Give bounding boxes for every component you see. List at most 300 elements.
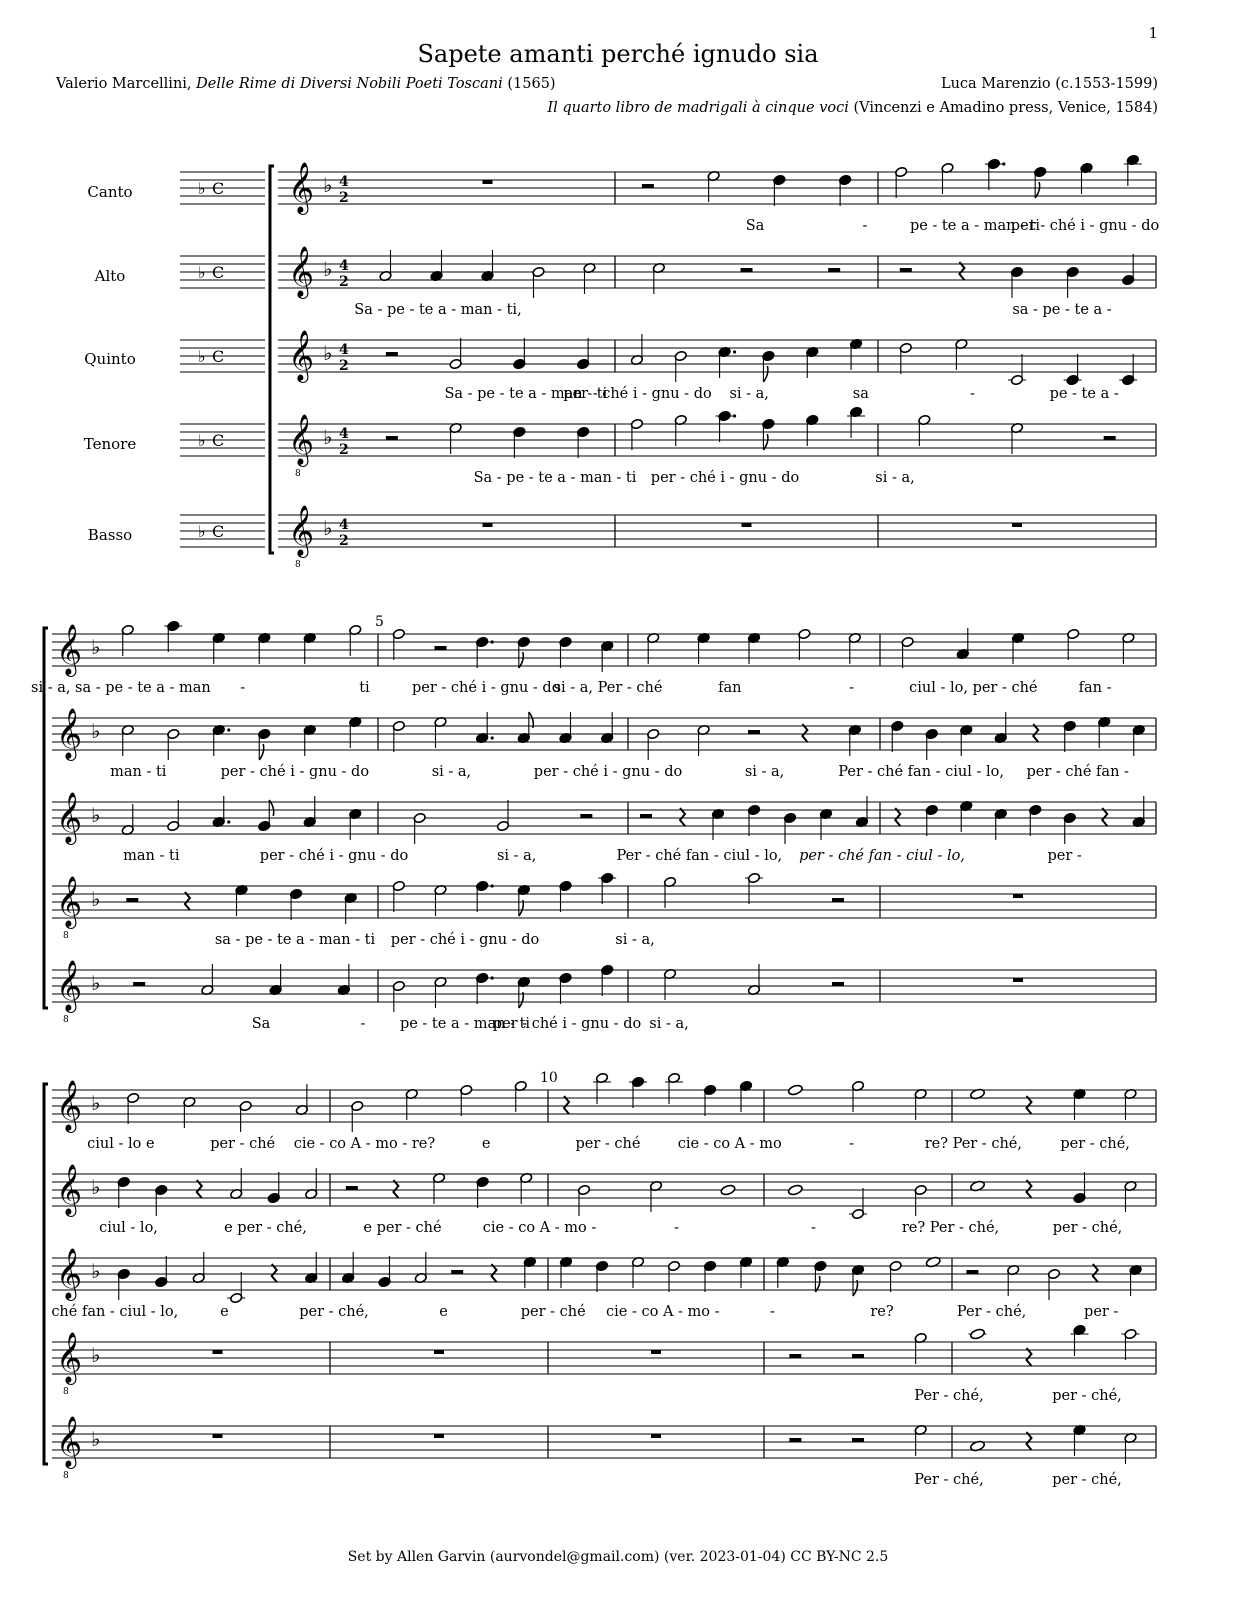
note: [349, 808, 362, 840]
dot: [1002, 162, 1005, 165]
piece-title: Sapete amanti perché ignudo sia: [417, 40, 819, 68]
half-rest: [966, 1270, 978, 1274]
note: [121, 624, 134, 656]
half-rest: [900, 268, 912, 272]
note: [239, 1100, 252, 1132]
note: [1124, 154, 1142, 186]
key-signature-flat: ♭: [91, 1091, 101, 1115]
note: [1063, 812, 1076, 844]
note: [577, 1184, 590, 1216]
time-signature-bottom: 2: [339, 274, 349, 290]
note: [649, 1180, 662, 1212]
half-rest: [451, 1270, 463, 1274]
whole-rest: [1013, 978, 1023, 982]
treble-clef: 𝄞: [56, 1416, 83, 1467]
staff-basso: [52, 970, 1156, 1002]
note: [739, 1080, 752, 1112]
note: [434, 976, 447, 1008]
note: [405, 1088, 418, 1120]
note: [559, 972, 572, 1004]
key-signature-flat: ♭: [323, 257, 333, 281]
treble-clef: 𝄞: [56, 1164, 83, 1215]
note: [476, 880, 494, 912]
note: [1064, 354, 1082, 386]
note: [914, 1184, 927, 1216]
note: [258, 632, 271, 664]
note: [956, 628, 969, 660]
lyric-syllable: per - ché,: [299, 1304, 369, 1320]
lyric-syllable: cie - co A - mo -: [606, 1304, 720, 1320]
lyric-syllable: pe - te a - man - ti: [909, 218, 1041, 234]
note: [806, 346, 819, 378]
note: [192, 1252, 205, 1284]
lyric-syllable: si - a,: [615, 932, 655, 948]
quarter-rest: [802, 724, 807, 742]
lyric-syllable: e: [481, 1136, 491, 1152]
note: [167, 728, 180, 760]
note: [925, 728, 938, 760]
key-signature-flat: ♭: [323, 516, 333, 540]
note: [601, 712, 614, 744]
note: [697, 724, 710, 756]
quarter-rest: [272, 1264, 277, 1282]
lyric-syllable: per - ché i - gnu - do: [563, 386, 712, 402]
note: [703, 1084, 716, 1116]
whole-rest: [1012, 523, 1022, 527]
note: [889, 1260, 902, 1292]
note: [303, 796, 316, 828]
note: [647, 632, 660, 664]
treble-clef: 𝄞: [56, 1332, 83, 1383]
whole-rest: [651, 1350, 661, 1354]
note: [517, 712, 533, 744]
lyric-syllable: per - ché: [520, 1304, 586, 1320]
lyric-syllable: re?: [870, 1304, 894, 1320]
note: [814, 1260, 827, 1292]
half-rest: [828, 268, 840, 272]
note: [392, 720, 405, 752]
lyric-syllable: per - ché fan -: [1026, 764, 1129, 780]
note: [851, 1264, 864, 1296]
treble-clef: 𝄞: [56, 1080, 83, 1131]
half-rest: [386, 436, 398, 440]
quarter-rest: [185, 892, 190, 910]
note: [117, 1176, 130, 1208]
lyric-syllable: Per - ché,: [914, 1472, 984, 1488]
note: [349, 716, 362, 748]
note: [895, 166, 908, 198]
octave-mark: 8: [63, 1471, 69, 1481]
lyric-syllable: re? Per - ché,: [901, 1220, 1000, 1236]
lyric-syllable: -: [240, 680, 246, 696]
time-signature-top: 4: [339, 258, 349, 274]
note: [1067, 628, 1080, 660]
dot: [491, 640, 494, 643]
octave-mark: 8: [63, 1387, 69, 1397]
system-bracket: [44, 1084, 48, 1464]
note: [1122, 254, 1135, 286]
note: [955, 338, 968, 370]
lyric-syllable: per - ché: [210, 1136, 276, 1152]
octave-mark: 8: [295, 560, 301, 570]
voice-name-quinto: Quinto: [84, 350, 136, 368]
whole-rest: [1013, 894, 1023, 898]
treble-clef: 𝄞: [56, 876, 83, 927]
half-rest: [741, 268, 753, 272]
key-signature-flat: ♭: [91, 1175, 101, 1199]
lyric-syllable: -: [811, 1220, 816, 1236]
footer-credit: Set by Allen Garvin (aurvondel@gmail.com) (ver. 2023-01-04) CC BY-NC 2.5: [347, 1549, 889, 1565]
half-rest: [832, 898, 844, 902]
incipit-mensuration: C: [212, 179, 225, 198]
note: [476, 636, 494, 668]
whole-rest: [742, 523, 752, 527]
note: [1073, 1172, 1086, 1204]
note: [117, 1268, 130, 1300]
note: [267, 1172, 280, 1204]
dot: [227, 820, 230, 823]
note: [514, 1080, 527, 1112]
time-signature-bottom: 2: [339, 533, 349, 549]
lyric-syllable: Per - ché,: [956, 1304, 1027, 1320]
lyric-syllable: per - ché: [575, 1136, 641, 1152]
key-signature-flat: ♭: [91, 1343, 101, 1367]
lyric-syllable: Sa: [251, 1016, 271, 1032]
lyric-syllable: per - ché i - gnu - do: [259, 848, 409, 864]
incipit-mensuration: C: [212, 431, 225, 450]
note: [598, 872, 616, 904]
note: [476, 1176, 489, 1208]
dot: [733, 414, 736, 417]
key-signature-flat: ♭: [91, 971, 101, 995]
lyric-syllable: e per - ché,: [224, 1220, 307, 1236]
voice-name-basso: Basso: [87, 526, 133, 544]
lyric-syllable: per - ché,: [1052, 1220, 1123, 1236]
treble-clef: 𝄞: [288, 330, 315, 381]
note: [1073, 1424, 1086, 1456]
key-signature-flat: ♭: [323, 341, 333, 365]
note: [941, 162, 954, 194]
source-rest: (Vincenzi e Amadino press, Venice, 1584): [848, 100, 1158, 116]
treble-clef: 𝄞: [288, 505, 315, 556]
note: [787, 1084, 803, 1096]
half-rest: [1104, 436, 1116, 440]
lyric-syllable: per - ché i - gnu - do: [533, 764, 683, 780]
lyric-syllable: fan: [718, 680, 742, 696]
dot: [227, 728, 230, 731]
note: [848, 632, 861, 664]
incipit-flat: ♭: [198, 522, 206, 541]
lyric-syllable: -: [849, 680, 855, 696]
lyric-syllable: -: [862, 218, 868, 234]
whole-rest: [434, 1350, 444, 1354]
note: [258, 800, 274, 832]
lyric-syllable: sa: [852, 386, 869, 402]
quarter-rest: [1093, 1264, 1098, 1282]
note: [647, 728, 660, 760]
note: [1008, 354, 1026, 386]
note: [1132, 724, 1145, 756]
note: [230, 1168, 243, 1200]
half-rest: [580, 814, 592, 818]
half-rest: [852, 1354, 864, 1358]
key-signature-flat: ♭: [91, 1427, 101, 1451]
note: [392, 980, 405, 1012]
note: [674, 350, 687, 382]
note: [925, 804, 938, 836]
quarter-rest: [197, 1180, 202, 1198]
key-signature-flat: ♭: [323, 173, 333, 197]
note: [434, 884, 447, 916]
flag: [763, 366, 768, 382]
note: [337, 964, 350, 996]
note: [601, 964, 614, 996]
key-signature-flat: ♭: [91, 719, 101, 743]
lyric-syllable: e: [439, 1304, 448, 1320]
lyric-syllable: si - a,: [729, 386, 769, 402]
treble-clef: 𝄞: [288, 246, 315, 297]
lyric-syllable: -: [849, 1136, 855, 1152]
note: [121, 724, 134, 756]
voice-name-tenore: Tenore: [83, 435, 137, 453]
note: [577, 338, 590, 370]
octave-mark: 8: [295, 469, 301, 479]
lyric-syllable: per - ché i - gnu - do: [220, 764, 370, 780]
lyric-syllable: Sa - pe - te a - man - ti: [473, 470, 637, 486]
note: [481, 250, 494, 282]
note: [127, 1092, 140, 1124]
lyric-syllable: Sa - pe - te a - man - ti,: [354, 302, 522, 318]
incipit-flat: ♭: [198, 431, 206, 450]
dot: [491, 976, 494, 979]
note: [413, 812, 426, 844]
note: [378, 1256, 391, 1288]
note: [848, 724, 861, 756]
note: [520, 1172, 533, 1204]
note: [476, 712, 494, 744]
note: [783, 812, 796, 844]
half-rest: [346, 1186, 358, 1190]
lyric-syllable: -: [970, 386, 975, 402]
note: [806, 414, 819, 446]
page-number: 1: [1148, 24, 1158, 42]
note: [303, 632, 316, 664]
note: [1098, 716, 1111, 748]
whole-rest: [213, 1434, 223, 1438]
incipit-mensuration: C: [212, 347, 225, 366]
half-rest: [133, 982, 145, 986]
note: [513, 426, 526, 458]
lyric-layer: [31, 218, 1159, 1488]
note: [960, 800, 973, 832]
half-rest: [832, 982, 844, 986]
dot: [491, 884, 494, 887]
note: [212, 632, 225, 664]
note: [819, 808, 832, 840]
quarter-rest: [393, 1180, 398, 1198]
lyric-syllable: per - ché,: [1052, 1388, 1122, 1404]
treble-clef: 𝄞: [56, 708, 83, 759]
note: [269, 964, 282, 996]
note: [430, 250, 443, 282]
lyric-syllable: si - a,: [649, 1016, 689, 1032]
lyric-syllable: ciul - lo,: [99, 1220, 158, 1236]
staff-quinto: [278, 340, 1156, 372]
staff-tenore: [52, 886, 1156, 918]
note: [703, 1260, 716, 1292]
lyric-syllable: Sa: [745, 218, 765, 234]
note: [1129, 1264, 1142, 1296]
lyric-syllable: Per - ché fan - ciul - lo,: [616, 848, 783, 864]
lyric-syllable: per - ché i - gnu - do: [412, 680, 561, 696]
time-signature-top: 4: [339, 426, 349, 442]
source-work: Il quarto libro de madrigali à cinque voci: [547, 100, 849, 116]
poet-year: (1565): [502, 76, 556, 92]
note: [449, 338, 462, 370]
note: [716, 410, 737, 442]
time-signature-top: 4: [339, 174, 349, 190]
lyric-syllable: per -: [1047, 848, 1082, 864]
note: [762, 418, 775, 450]
note: [121, 804, 134, 836]
lyric-syllable: man - ti: [110, 764, 167, 780]
treble-clef: 𝄞: [288, 414, 315, 465]
system-bracket: [270, 166, 274, 553]
note: [1063, 720, 1076, 752]
incipit-flat: ♭: [198, 347, 206, 366]
treble-clef: 𝄞: [56, 792, 83, 843]
note: [593, 1072, 611, 1104]
note: [663, 968, 676, 1000]
note: [1124, 1180, 1137, 1212]
note: [559, 1256, 572, 1288]
time-signature-top: 4: [339, 342, 349, 358]
note: [183, 1096, 196, 1128]
note: [901, 636, 914, 668]
note: [517, 884, 530, 916]
quarter-rest: [564, 1096, 569, 1114]
note: [762, 350, 775, 382]
voice-name-alto: Alto: [94, 267, 126, 285]
note: [839, 174, 852, 206]
note: [167, 800, 180, 832]
note: [1066, 266, 1079, 298]
key-signature-flat: ♭: [91, 803, 101, 827]
note: [1007, 1264, 1020, 1296]
note: [414, 1252, 427, 1284]
dot: [733, 350, 736, 353]
note: [212, 724, 230, 756]
lyric-syllable: ciul - lo, per - ché: [909, 680, 1038, 696]
note: [1122, 1328, 1140, 1360]
half-rest: [386, 352, 398, 356]
note: [985, 158, 1006, 190]
time-signature-top: 4: [339, 517, 349, 533]
note: [1132, 796, 1145, 828]
staff-alto: [278, 256, 1156, 288]
staff-basso: [52, 1426, 1156, 1458]
staff-basso: [278, 515, 1156, 547]
octave-mark: 8: [63, 1015, 69, 1025]
lyric-syllable: ciul - lo e: [87, 1136, 155, 1152]
note: [349, 624, 362, 656]
note: [290, 888, 303, 920]
half-rest: [748, 730, 760, 734]
note: [449, 422, 462, 454]
whole-rest: [483, 523, 493, 527]
note: [155, 1184, 168, 1216]
note: [434, 716, 447, 748]
quarter-rest: [895, 808, 900, 826]
notehead: [787, 1184, 803, 1196]
lyric-syllable: pe - te a - man - ti: [399, 1016, 531, 1032]
time-signature-bottom: 2: [339, 442, 349, 458]
note: [496, 800, 509, 832]
note: [630, 334, 643, 366]
half-rest: [642, 184, 654, 188]
note: [914, 1424, 927, 1456]
whole-rest: [434, 1434, 444, 1438]
note: [630, 418, 643, 450]
note: [1010, 266, 1023, 298]
note: [559, 712, 572, 744]
incipit-mensuration: C: [212, 263, 225, 282]
poet-work: Delle Rime di Diversi Nobili Poeti Toscani: [196, 76, 503, 92]
note: [1124, 1432, 1137, 1464]
note: [1073, 1088, 1086, 1120]
note: [960, 724, 973, 756]
whole-rest: [651, 1434, 661, 1438]
note: [855, 796, 868, 828]
lyric-syllable: Per - ché fan - ciul - lo,: [838, 764, 1004, 780]
lyric-syllable: Sa - pe - te a - man - ti: [444, 386, 608, 402]
lyric-syllable: sa - pe - te a -: [1012, 302, 1112, 318]
note: [601, 640, 614, 672]
key-signature-flat: ♭: [91, 1259, 101, 1283]
incipit-flat: ♭: [198, 263, 206, 282]
note: [851, 1080, 864, 1112]
note: [379, 250, 392, 282]
note: [305, 1168, 318, 1200]
key-signature-flat: ♭: [91, 635, 101, 659]
note: [258, 728, 271, 760]
note: [583, 262, 596, 294]
treble-clef: 𝄞: [56, 624, 83, 675]
measure-number: 10: [540, 1070, 558, 1086]
lyric-syllable: per - ché i - gnu - do: [1010, 218, 1160, 234]
half-rest: [789, 1438, 801, 1442]
note: [969, 1328, 987, 1340]
note: [513, 338, 526, 370]
lyric-syllable: fan -: [1078, 680, 1112, 696]
octave-mark: 8: [63, 931, 69, 941]
note: [776, 1256, 789, 1288]
note: [1080, 162, 1093, 194]
lyric-syllable: si - a,: [431, 764, 472, 780]
note: [1124, 1088, 1137, 1120]
note: [227, 1272, 245, 1304]
note: [517, 636, 530, 668]
note: [164, 620, 182, 652]
lyric-syllable: pe - te a -: [1049, 386, 1119, 402]
note: [1047, 1268, 1060, 1300]
note: [392, 880, 405, 912]
key-signature-flat: ♭: [91, 887, 101, 911]
treble-clef: 𝄞: [288, 162, 315, 213]
lyric-syllable: si - a,: [744, 764, 785, 780]
staff-tenore: [52, 1342, 1156, 1374]
lyric-syllable: ché fan - ciul - lo,: [51, 1304, 179, 1320]
